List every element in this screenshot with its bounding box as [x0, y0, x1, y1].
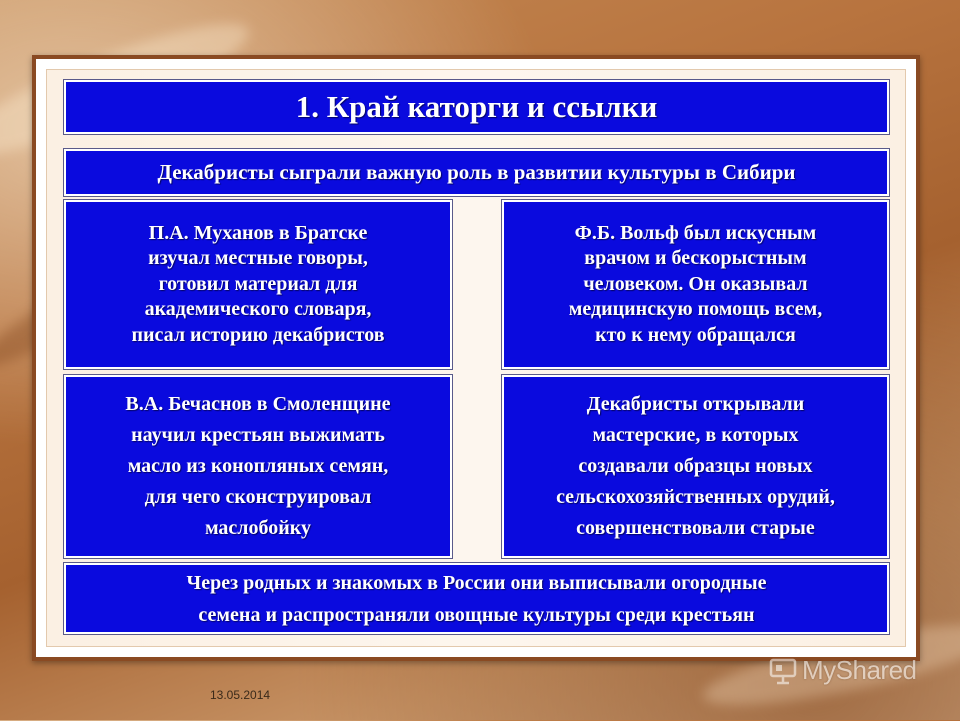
info-box-workshops: [502, 375, 889, 558]
info-box-volf: [502, 200, 889, 369]
info-box-text: Декабристы открывали мастерские, в которых создавали образцы новых сельскохозяйственных орудий, совершенствовали старые: [556, 393, 835, 539]
slide-subtitle-text: Декабристы сыграли важную роль в развитии культуры в Сибири: [157, 160, 796, 185]
slide-title: [64, 80, 889, 134]
slide-title-text: 1. Край каторги и ссылки: [295, 89, 658, 125]
info-box-text: П.А. Муханов в Братске изучал местные говоры, готовил материал для академического словаря, писал историю декабристов: [131, 222, 385, 346]
info-box-mukhanov: [64, 200, 452, 369]
info-box-bechasnov: [64, 375, 452, 558]
presentation-board-icon: [768, 656, 798, 686]
slide-subtitle: [64, 149, 889, 196]
info-box-text: Через родных и знакомых в России они выписывали огородные семена и распространяли овощные культуры среди крестьян: [186, 571, 767, 626]
info-box-text: Ф.Б. Вольф был искусным врачом и бескорыстным человеком. Он оказывал медицинскую помощь всем, кто к нему обращался: [568, 222, 823, 346]
watermark: [768, 655, 917, 686]
slide-date: 13.05.2014: [210, 688, 271, 702]
info-box-text: В.А. Бечаснов в Смоленщине научил крестьян выжимать масло из конопляных семян, для чего сконструировал маслобойку: [125, 393, 391, 539]
watermark-text: MyShared: [802, 655, 917, 685]
info-box-seeds: [64, 563, 889, 634]
